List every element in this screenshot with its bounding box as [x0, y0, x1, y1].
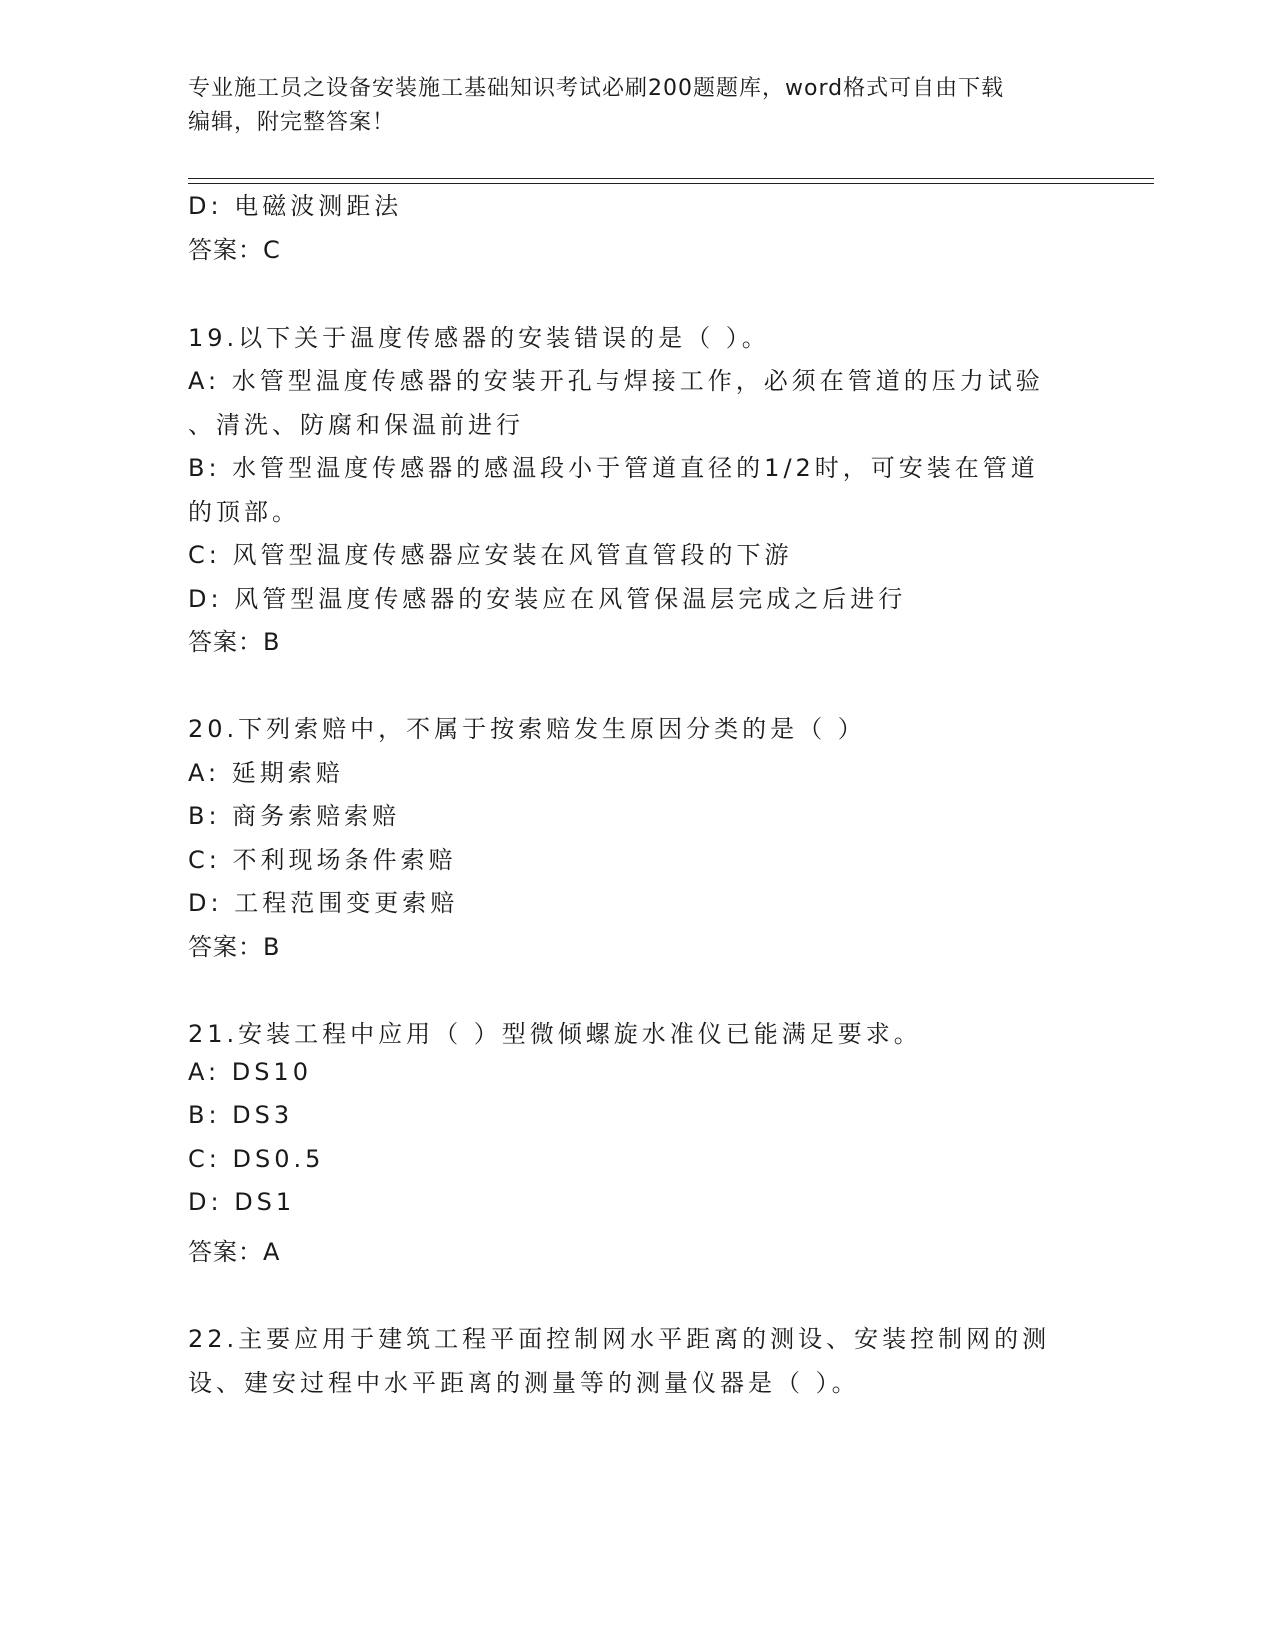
- q21-option-a: A: DS10: [188, 1058, 312, 1086]
- prev-answer: 答案：C: [188, 236, 281, 264]
- header-divider-bottom: [188, 183, 1154, 184]
- header-line-2: 编辑，附完整答案！: [188, 110, 396, 135]
- q21-option-d: D: DS1: [188, 1188, 296, 1216]
- q19-option-d: D: 风管型温度传感器的安装应在风管保温层完成之后进行: [188, 585, 907, 613]
- q21-answer: 答案：A: [188, 1238, 281, 1266]
- q19-option-b-line2: 的顶部。: [188, 498, 300, 526]
- q19-option-a-line2: 、清洗、防腐和保温前进行: [188, 411, 524, 439]
- q19-option-a-line1: A: 水管型温度传感器的安装开孔与焊接工作，必须在管道的压力试验: [188, 367, 1044, 395]
- q21-option-b: B: DS3: [188, 1101, 294, 1129]
- q19-answer: 答案：B: [188, 628, 281, 656]
- q21-option-c: C: DS0.5: [188, 1145, 325, 1173]
- q22-question-line2: 设、建安过程中水平距离的测量等的测量仪器是（ ）。: [188, 1369, 860, 1397]
- q20-option-b: B: 商务索赔索赔: [188, 802, 401, 830]
- q20-option-d: D: 工程范围变更索赔: [188, 889, 459, 917]
- q19-option-b-line1: B: 水管型温度传感器的感温段小于管道直径的1/2时，可安装在管道: [188, 454, 1039, 482]
- q19-question: 19.以下关于温度传感器的安装错误的是（ ）。: [188, 324, 770, 352]
- q21-question: 21.安装工程中应用（ ）型微倾螺旋水准仪已能满足要求。: [188, 1020, 922, 1048]
- q20-answer: 答案：B: [188, 933, 281, 961]
- q22-question-line1: 22.主要应用于建筑工程平面控制网水平距离的测设、安装控制网的测: [188, 1325, 1051, 1353]
- header-divider-top: [188, 178, 1154, 179]
- q20-option-c: C: 不利现场条件索赔: [188, 846, 457, 874]
- q19-option-c: C: 风管型温度传感器应安装在风管直管段的下游: [188, 541, 793, 569]
- q20-question: 20.下列索赔中，不属于按索赔发生原因分类的是（ ）: [188, 715, 866, 743]
- prev-option-d: D: 电磁波测距法: [188, 192, 403, 220]
- document-header: [188, 72, 1068, 140]
- q20-option-a: A: 延期索赔: [188, 759, 344, 787]
- header-line-1: 专业施工员之设备安装施工基础知识考试必刷200题题库，word格式可自由下载: [188, 76, 1005, 101]
